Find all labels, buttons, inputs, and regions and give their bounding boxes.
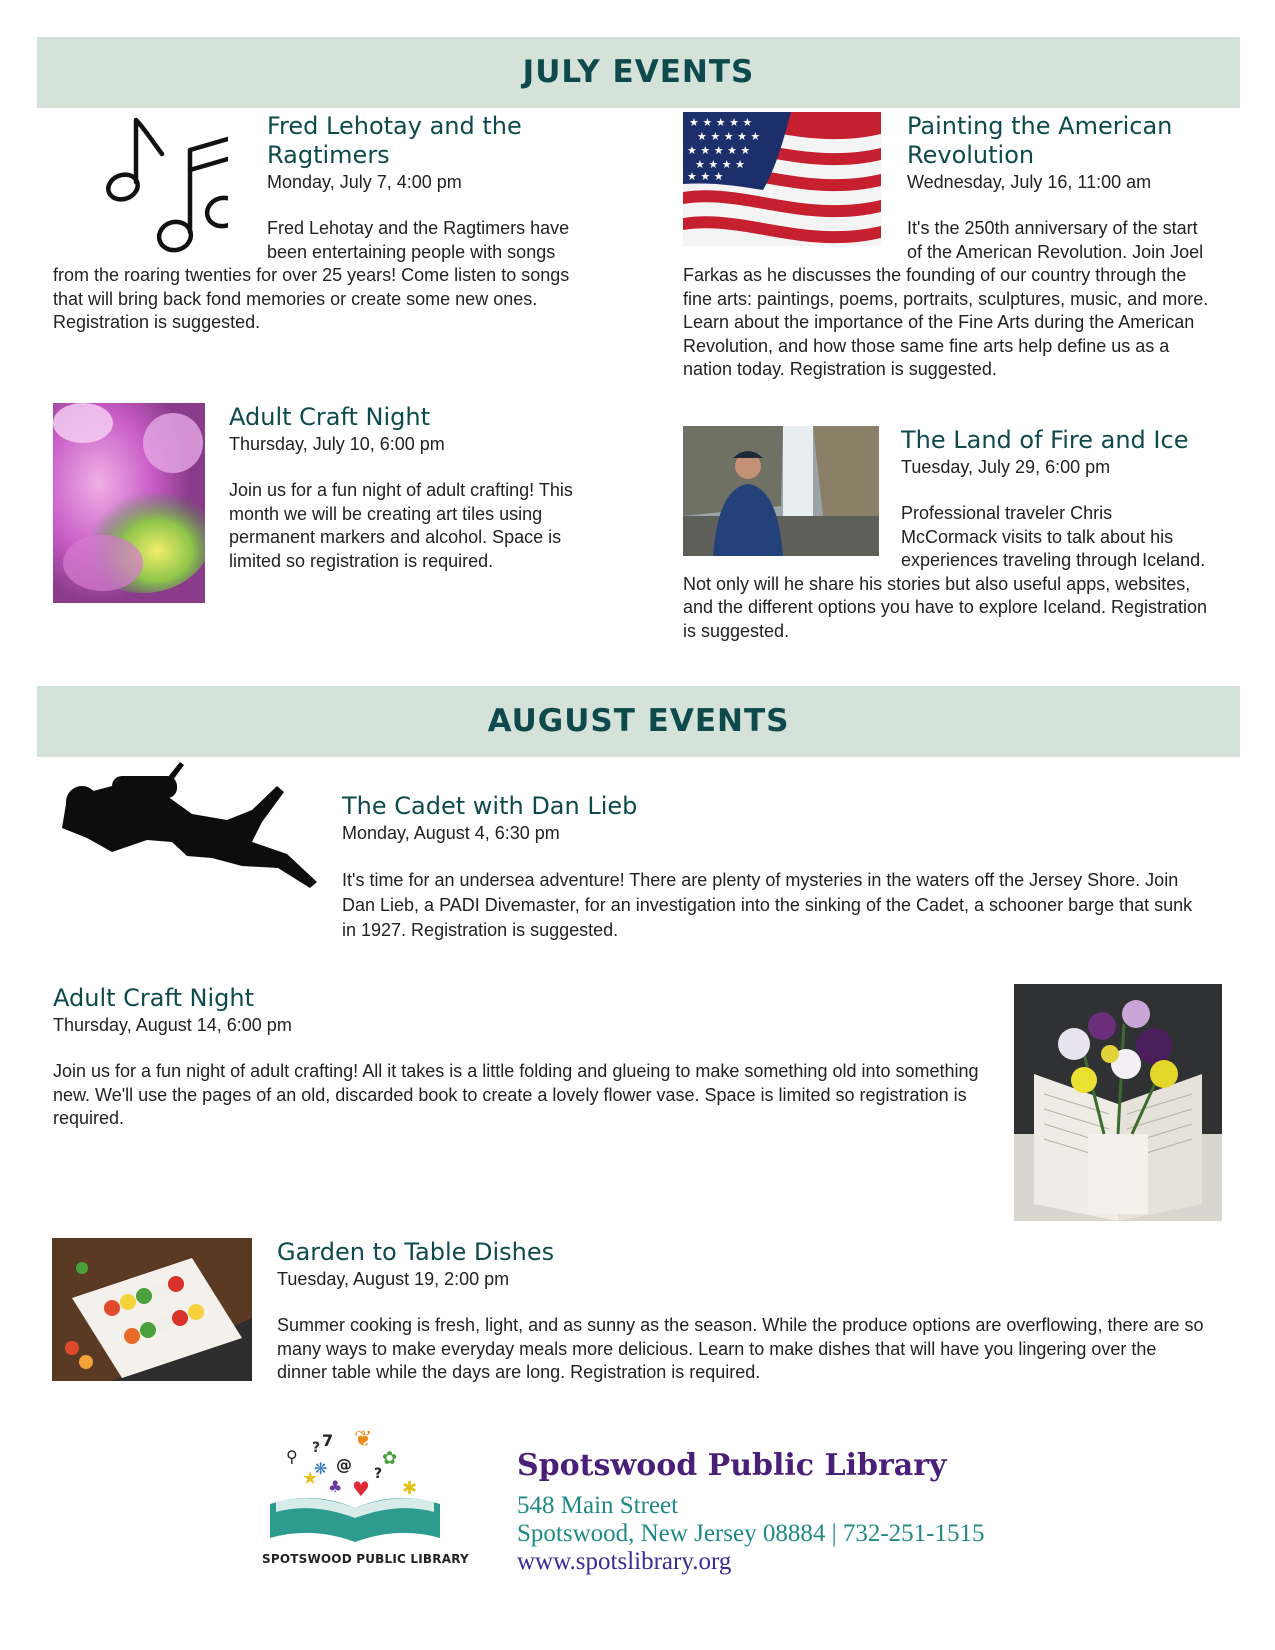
american-flag-photo [683, 112, 907, 264]
event-title: The Land of Fire and Ice [901, 426, 1189, 454]
library-city-phone: Spotswood, New Jersey 08884 | 732-251-1515 [517, 1520, 985, 1547]
event-title: Painting the American [907, 112, 1173, 140]
july-events-heading: JULY EVENTS [37, 37, 1240, 108]
traveler-waterfall-photo [683, 426, 901, 562]
svg-text:❋: ❋ [314, 1459, 328, 1478]
library-logo-text: SPOTSWOOD PUBLIC LIBRARY [262, 1552, 469, 1566]
library-website-link[interactable]: www.spotslibrary.org [517, 1548, 732, 1575]
event-description: Professional traveler Chris McCormack visits to talk about his experiences traveling through Iceland. Not only will he share his stories but also useful apps, websites, and the different options you have to explore Iceland. Registration is suggested. [683, 503, 1208, 641]
svg-text:★ ★ ★ ★: ★ ★ ★ ★ [695, 158, 745, 171]
event-date: Tuesday, August 19, 2:00 pm [277, 1269, 510, 1289]
event-date: Tuesday, July 29, 6:00 pm [901, 457, 1111, 477]
event-date: Thursday, August 14, 6:00 pm [53, 1015, 292, 1035]
event-craft-night-august [53, 984, 983, 1131]
event-description: Join us for a fun night of adult crafting! This month we will be creating art tiles using permanent markers and alcohol. Space is limited so registration is required. [229, 480, 573, 571]
event-fire-and-ice [683, 426, 1213, 643]
svg-text:7: 7 [322, 1431, 334, 1450]
event-description: Join us for a fun night of adult crafting! All it takes is a little folding and glueing to make something old into something new. We'll use the pages of an old, discarded book to create a lovely flower vase. Space is limited so registration is required. [53, 1061, 979, 1128]
event-ragtimers [53, 112, 573, 335]
event-american-revolution [683, 112, 1213, 382]
svg-text:?: ? [312, 1440, 321, 1456]
event-title: Garden to Table Dishes [277, 1238, 555, 1266]
event-cadet-dan-lieb [342, 792, 1202, 943]
svg-text:✿: ✿ [382, 1448, 398, 1469]
scuba-diver-silhouette [52, 762, 322, 892]
vegetable-skewers-photo [52, 1238, 252, 1381]
library-logo [262, 1422, 448, 1550]
book-flower-vase-photo [1014, 984, 1222, 1221]
event-description: Fred Lehotay and the Ragtimers have been entertaining people with songs from the roaring twenties for over 25 years! Come listen to songs that will bring back fond memories or create some new ones. Registration is suggested. [53, 218, 570, 332]
svg-text:♣: ♣ [328, 1477, 343, 1496]
svg-text:@: @ [336, 1455, 352, 1474]
event-date: Monday, July 7, 4:00 pm [267, 172, 462, 192]
svg-text:★ ★ ★ ★ ★: ★ ★ ★ ★ ★ [687, 144, 751, 157]
svg-text:❦: ❦ [354, 1427, 373, 1452]
event-date: Monday, August 4, 6:30 pm [342, 823, 560, 843]
event-date: Wednesday, July 16, 11:00 am [907, 172, 1152, 192]
alcohol-ink-tile-photo [53, 403, 229, 608]
library-name: Spotswood Public Library [517, 1448, 947, 1483]
svg-text:⚲: ⚲ [286, 1447, 298, 1466]
music-notes-icon [53, 112, 267, 264]
svg-text:★: ★ [302, 1468, 319, 1489]
event-craft-night-july [53, 403, 593, 608]
event-description: It's time for an undersea adventure! There are plenty of mysteries in the waters off the Jersey Shore. Join Dan Lieb, a PADI Divemaster, for an investigation into the sinking of the Cadet, a schooner barge that sunk in 1927. Registration is suggested. [342, 870, 1193, 940]
event-title: Adult Craft Night [53, 984, 255, 1012]
august-events-heading: AUGUST EVENTS [37, 686, 1240, 757]
svg-text:★ ★ ★ ★ ★: ★ ★ ★ ★ ★ [697, 130, 761, 143]
svg-text:✱: ✱ [402, 1478, 418, 1499]
event-title-line2: Ragtimers [267, 141, 390, 169]
library-address: 548 Main Street [517, 1492, 679, 1519]
event-description: Summer cooking is fresh, light, and as sunny as the season. While the produce options are overflowing, there are so many ways to make everyday meals more delicious. Learn to make dishes that will have you lingering over the dinner table while the days are long. Registration is required. [277, 1315, 1204, 1382]
event-title-line2: Revolution [907, 141, 1035, 169]
svg-text:★ ★ ★ ★ ★: ★ ★ ★ ★ ★ [689, 116, 753, 129]
event-title: Adult Craft Night [229, 403, 431, 431]
event-description: It's the 250th anniversary of the start of the American Revolution. Join Joel Farkas as he discusses the founding of our country through the fine arts: paintings, poems, portraits, sculptures, music, and more. Learn about the importance of the Fine Arts during the American Revolution, and how those same fine arts help define us as a nation today. Registration is suggested. [683, 218, 1209, 379]
svg-text:♥: ♥ [352, 1477, 370, 1501]
event-date: Thursday, July 10, 6:00 pm [229, 434, 445, 454]
event-title: The Cadet with Dan Lieb [342, 792, 638, 820]
svg-text:?: ? [374, 1466, 383, 1482]
event-garden-to-table [277, 1238, 1207, 1385]
event-title: Fred Lehotay and the [267, 112, 522, 140]
svg-text:★ ★ ★: ★ ★ ★ [687, 170, 724, 183]
